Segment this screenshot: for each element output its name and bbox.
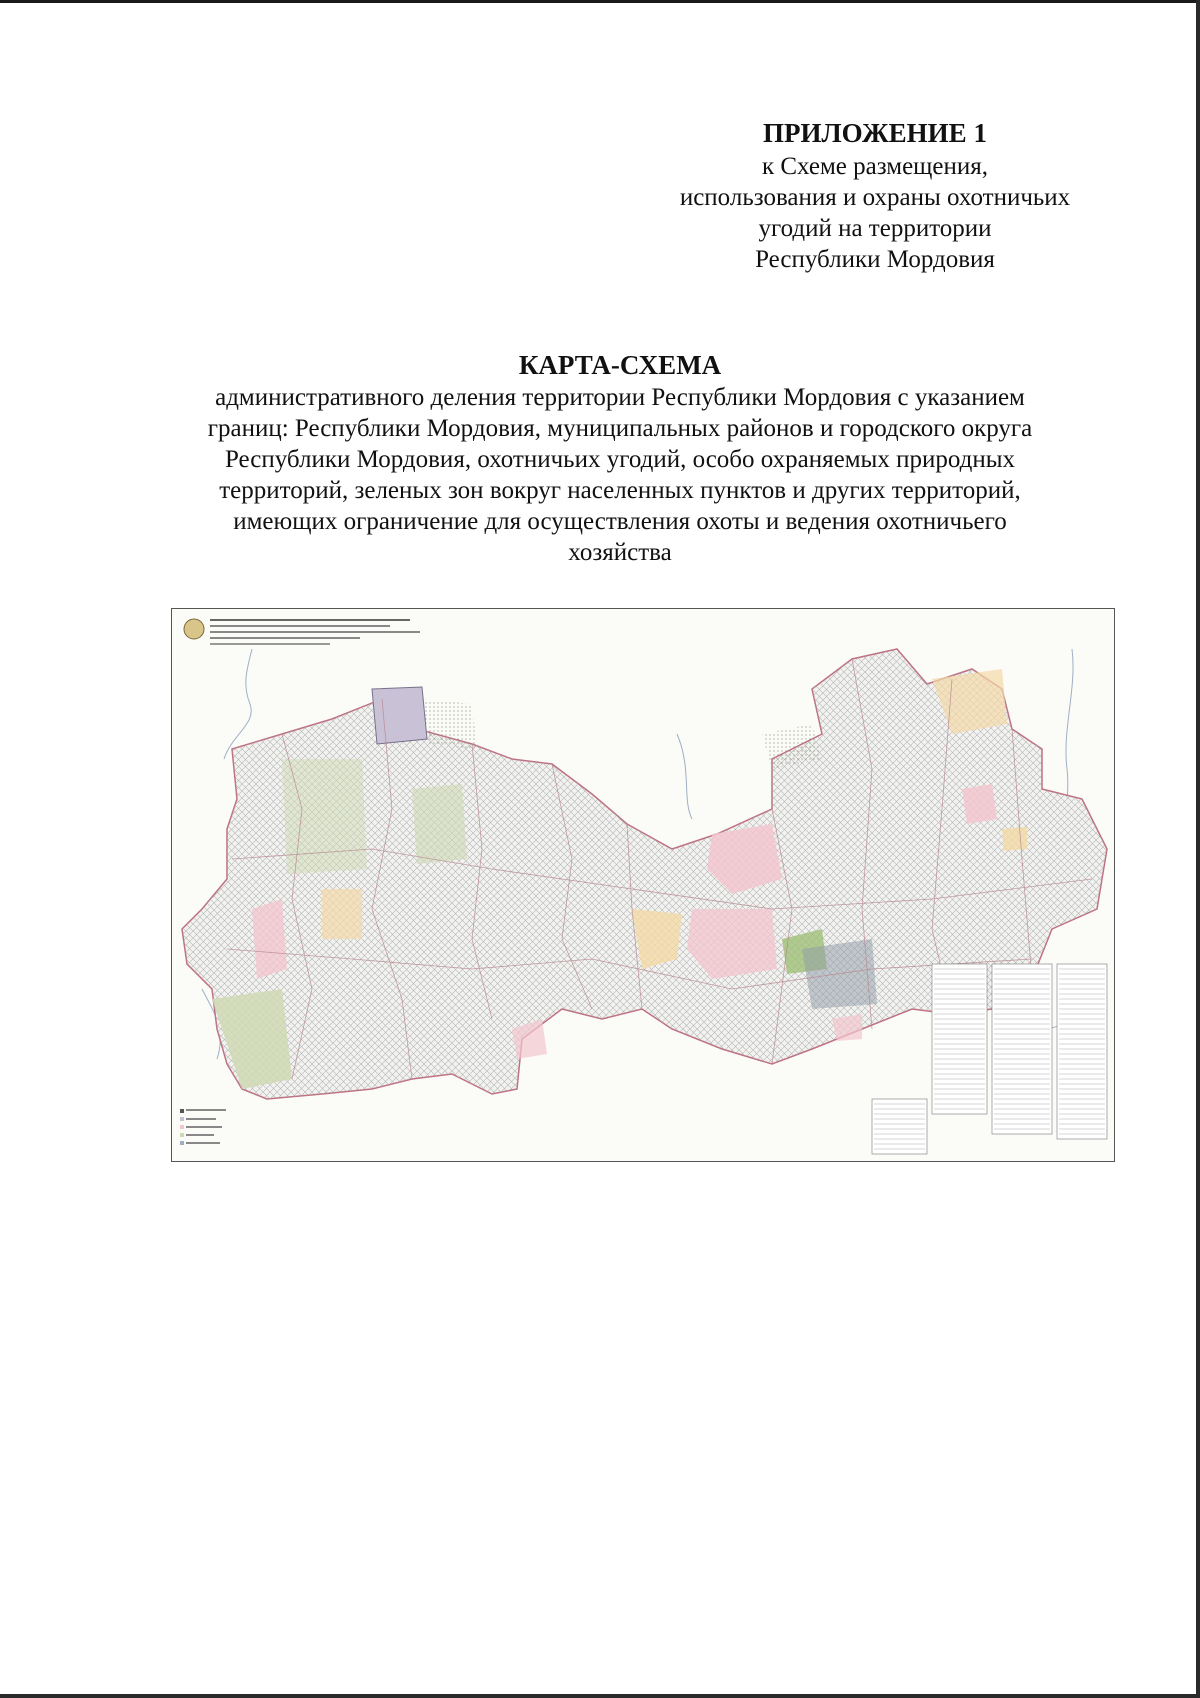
scan-edge-top xyxy=(0,0,1200,3)
map-svg xyxy=(172,609,1114,1161)
appendix-line: угодий на территории xyxy=(758,215,992,242)
map-description-line: границ: Республики Мордовия, муниципальных районов и городского округа xyxy=(207,415,1033,442)
map-description-line: административного деления территории Республики Мордовия с указанием xyxy=(215,384,1025,411)
map-legend-left xyxy=(180,1109,226,1145)
appendix-line: Республики Мордовия xyxy=(755,246,995,273)
map-title: КАРТА-СХЕМА xyxy=(518,350,722,380)
appendix-heading: ПРИЛОЖЕНИЕ 1 xyxy=(763,118,987,148)
map-description-line: хозяйства xyxy=(568,539,672,566)
scan-edge-right xyxy=(1196,0,1200,1698)
appendix-line: использования и охраны охотничьих xyxy=(679,184,1071,211)
appendix-block xyxy=(600,118,1150,275)
map-description-line: имеющих ограничение для осуществления охоты и ведения охотничьего xyxy=(233,508,1007,535)
appendix-line: к Схеме размещения, xyxy=(761,153,989,180)
map-description xyxy=(150,382,1090,568)
map-description-line: Республики Мордовия, охотничьих угодий, особо охраняемых природных xyxy=(224,446,1016,473)
map-description-line: территорий, зеленых зон вокруг населенных пунктов и других территорий, xyxy=(219,477,1021,504)
map-heading-block xyxy=(150,348,1090,568)
scan-edge-bottom xyxy=(0,1694,1200,1698)
coat-of-arms-icon xyxy=(184,619,204,639)
map-image xyxy=(171,608,1115,1162)
map-header xyxy=(184,619,420,645)
